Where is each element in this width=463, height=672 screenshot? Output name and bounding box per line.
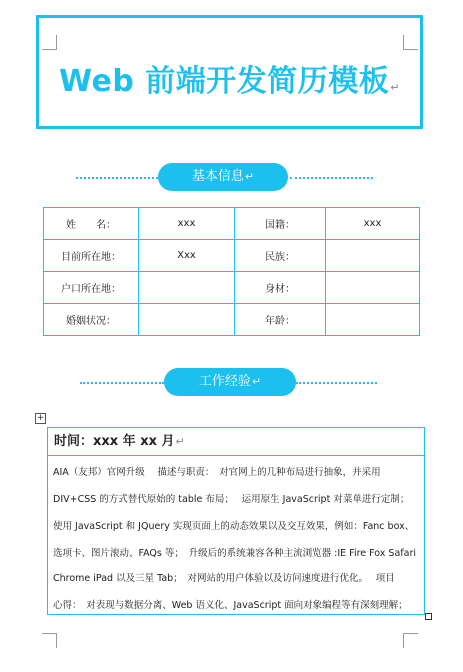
section-divider-left xyxy=(80,382,164,384)
table-cell-label[interactable]: 姓 名： xyxy=(44,208,139,240)
table-cell-label[interactable]: 婚姻状况： xyxy=(44,304,139,336)
section-divider-right xyxy=(296,382,377,384)
table-cell-value[interactable]: xxx xyxy=(326,208,420,240)
table-cell-label[interactable]: 身材： xyxy=(235,272,326,304)
basic-info-table xyxy=(43,207,420,336)
document-title[interactable] xyxy=(36,56,423,100)
section-divider-right xyxy=(290,177,373,179)
section-heading-text: 工作经验 xyxy=(198,374,251,389)
table-cell-value[interactable]: xxx xyxy=(139,208,235,240)
table-cell-value[interactable] xyxy=(139,304,235,336)
paragraph-mark: ↵ xyxy=(244,170,255,183)
table-cell-label[interactable]: 目前所在地： xyxy=(44,240,139,272)
table-row xyxy=(44,304,420,336)
document-title-text: Web 前端开发简历模板 xyxy=(58,64,390,99)
section-divider-left xyxy=(76,177,158,179)
work-time-header[interactable] xyxy=(48,428,424,456)
paragraph-mark: ↵ xyxy=(175,435,185,448)
table-cell-value[interactable] xyxy=(326,240,420,272)
table-cell-label[interactable]: 国籍： xyxy=(235,208,326,240)
table-row xyxy=(44,272,420,304)
paragraph-mark: ↵ xyxy=(390,81,400,94)
table-cell-value[interactable] xyxy=(326,304,420,336)
table-cell-label[interactable]: 户口所在地： xyxy=(44,272,139,304)
section-heading-basic-info[interactable] xyxy=(158,163,288,191)
table-move-handle-icon[interactable]: + xyxy=(36,413,45,423)
table-row xyxy=(44,240,420,272)
table-cell-label[interactable]: 民族： xyxy=(235,240,326,272)
paragraph-mark: ↵ xyxy=(251,375,262,388)
table-cell-value[interactable]: Xxx xyxy=(139,240,235,272)
table-cell-value[interactable] xyxy=(139,272,235,304)
table-cell-value[interactable] xyxy=(326,272,420,304)
work-description-line[interactable]: 选项卡、图片滚动、FAQs 等； 升级后的系统兼容各种主流浏览器 :IE Fire Fox Safari xyxy=(53,548,416,559)
work-description-line[interactable]: AIA（友邦）官网升级 描述与职责： 对官网上的几种布局进行抽象，并采用 xyxy=(53,467,381,478)
crop-mark-bottom-right xyxy=(403,633,418,648)
work-description-line[interactable]: DIV+CSS 的方式替代原始的 table 布局； 运用原生 JavaScript 对菜单进行定制； xyxy=(53,494,410,505)
table-cell-label[interactable]: 年龄： xyxy=(235,304,326,336)
section-heading-work-experience[interactable] xyxy=(164,368,296,396)
work-description-line[interactable]: Chrome iPad 以及三星 Tab； 对网站的用户体验以及访问速度进行优化。 项目 xyxy=(53,573,395,584)
table-resize-handle[interactable] xyxy=(425,613,432,620)
table-row xyxy=(44,208,420,240)
crop-mark-bottom-left xyxy=(42,633,57,648)
work-description-line[interactable]: 使用 JavaScript 和 JQuery 实现页面上的动态效果以及交互效果，例如：Fanc box、 xyxy=(53,521,415,532)
work-time-label: 时间：xxx 年 xx 月 xyxy=(54,434,175,449)
section-heading-text: 基本信息 xyxy=(191,169,244,184)
work-description-line[interactable]: 心得： 对表现与数据分离、Web 语义化、JavaScript 面向对象编程等有深刻理解； xyxy=(53,600,408,611)
